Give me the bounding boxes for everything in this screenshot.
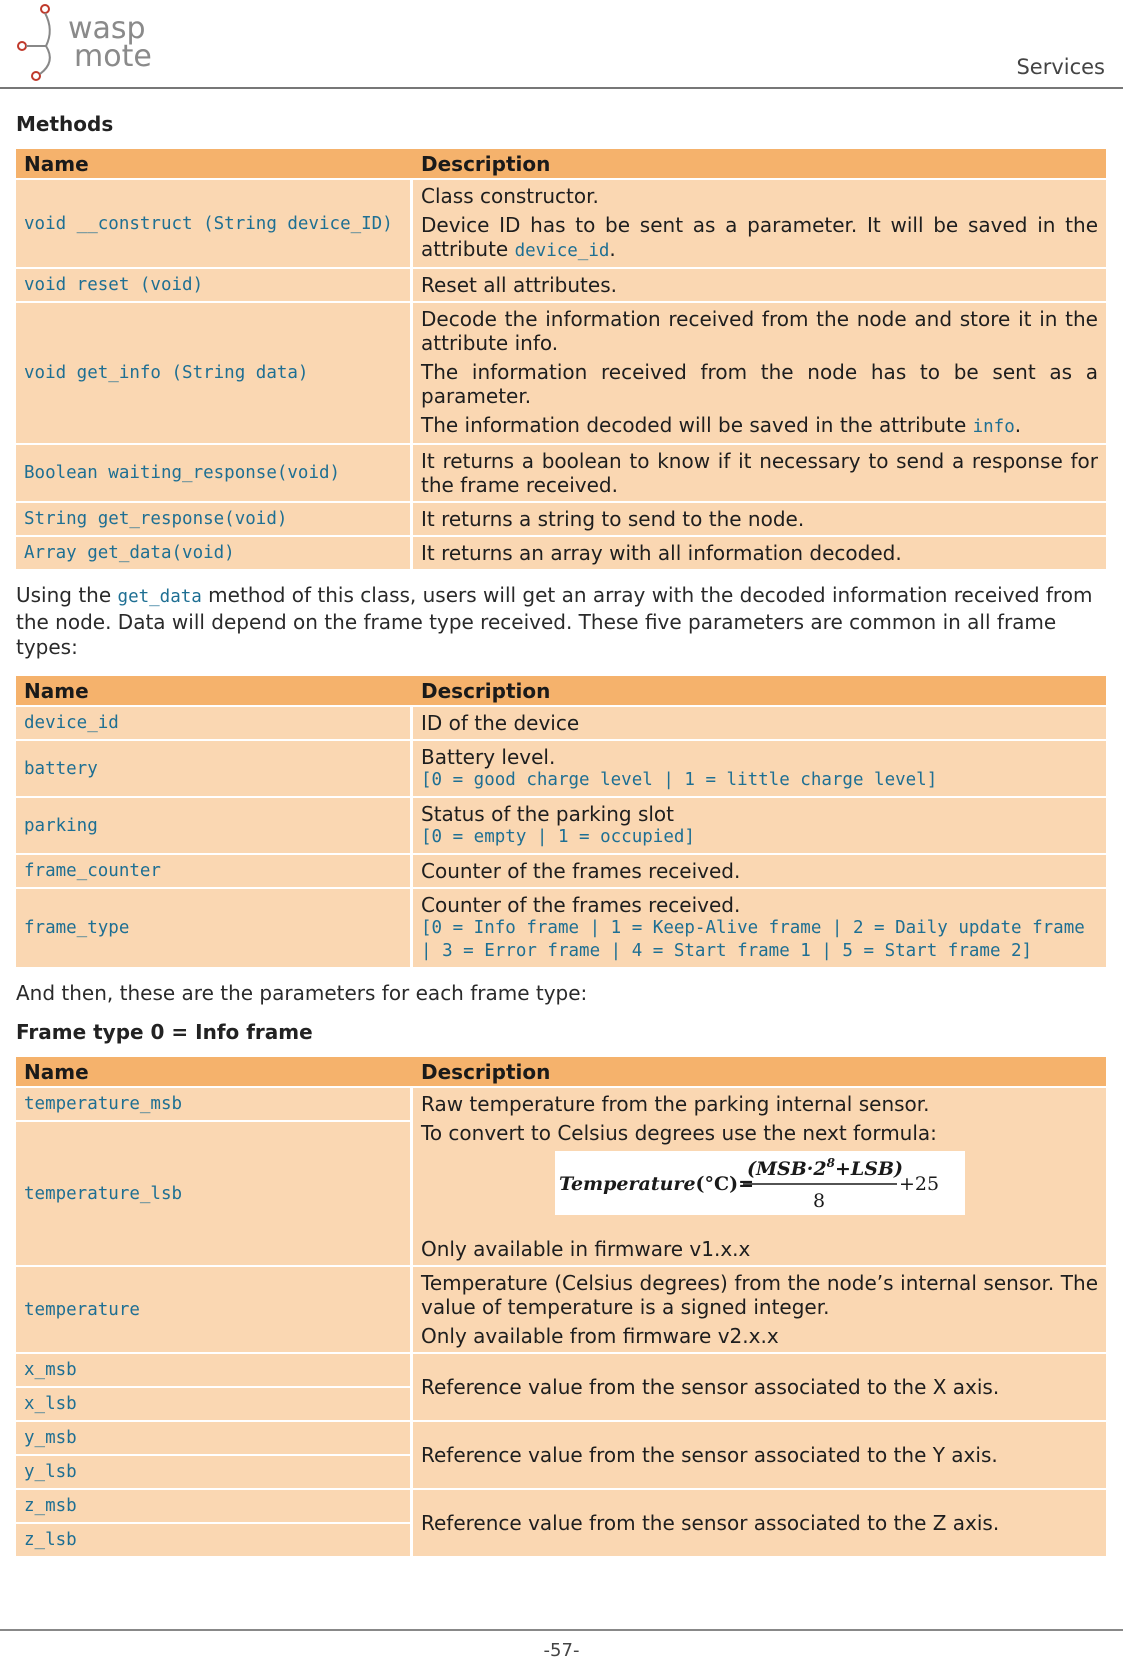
table-row [16, 1267, 1106, 1352]
param-description: Battery level. [0 = good charge level | 1 = little charge level] [413, 741, 1106, 796]
param-name: x_lsb [16, 1388, 413, 1420]
table-header-row [16, 149, 1106, 178]
footer-divider [0, 1629, 1123, 1631]
table-row [16, 537, 1106, 569]
col-name-header: Name [16, 149, 413, 178]
methods-heading: Methods [16, 112, 114, 136]
param-name: y_msb [16, 1422, 413, 1454]
param-description: Reference value from the sensor associated to the X axis. [413, 1354, 1106, 1420]
table-row [16, 1490, 1106, 1522]
param-description: Reference value from the sensor associated to the Y axis. [413, 1422, 1106, 1488]
desc-line: Class constructor. [421, 184, 599, 208]
svg-text:(MSB·28+LSB): $(MSB\cdot 2^8+LSB)$ [746, 1156, 903, 1180]
header-divider [0, 87, 1123, 89]
desc-line: Device ID has to be sent as a parameter. It will be saved in the attribute device_id. [421, 213, 1098, 261]
table-row [16, 889, 1106, 967]
param-name: frame_counter [16, 855, 413, 887]
col-description-header: Description [413, 149, 1106, 178]
method-name: void reset (void) [16, 269, 413, 301]
desc-line: The information decoded will be saved in the attribute info. [421, 413, 1022, 437]
common-params-table [16, 674, 1106, 969]
method-name: Array get_data(void) [16, 537, 413, 569]
col-description-header: Description [413, 676, 1106, 705]
table-header-row [16, 1057, 1106, 1086]
frame-type-0-heading: Frame type 0 = Info frame [16, 1020, 313, 1044]
page-header [0, 0, 1123, 90]
param-description: ID of the device [413, 707, 1106, 739]
method-description: It returns an array with all information decoded. [413, 537, 1106, 569]
param-description: Status of the parking slot [0 = empty | 1 = occupied] [413, 798, 1106, 853]
frame-type-0-table [16, 1055, 1106, 1558]
col-name-header: Name [16, 1057, 413, 1086]
svg-text:+25: +25 [898, 1173, 939, 1195]
col-name-header: Name [16, 676, 413, 705]
param-description [413, 1088, 1106, 1265]
method-description [413, 180, 1106, 267]
method-description [413, 303, 1106, 443]
desc-line: Only available from firmware v2.x.x [421, 1324, 779, 1348]
desc-line: Only available in firmware v1.x.x [421, 1237, 751, 1261]
desc-line: Decode the information received from the node and store it in the attribute info. [421, 307, 1098, 355]
temperature-formula [555, 1151, 965, 1215]
desc-line: To convert to Celsius degrees use the next formula: [421, 1121, 937, 1145]
waspmote-logo [14, 0, 189, 86]
then-paragraph: And then, these are the parameters for each frame type: [16, 981, 588, 1005]
col-description-header: Description [413, 1057, 1106, 1086]
table-row [16, 180, 1106, 267]
desc-line: Temperature (Celsius degrees) from the node’s internal sensor. The value of temperature is a signed integer. [421, 1271, 1098, 1319]
method-name: void __construct (String device_ID) [16, 180, 413, 267]
table-header-row [16, 676, 1106, 705]
param-name: temperature_lsb [16, 1122, 413, 1265]
param-name: battery [16, 741, 413, 796]
methods-table [16, 147, 1106, 571]
param-description: Reference value from the sensor associated to the Z axis. [413, 1490, 1106, 1556]
param-name: temperature [16, 1267, 413, 1352]
param-description: Counter of the frames received. [413, 855, 1106, 887]
method-name: String get_response(void) [16, 503, 413, 535]
table-row [16, 1088, 1106, 1120]
param-description: Counter of the frames received. [0 = Info frame | 1 = Keep-Alive frame | 2 = Daily update frame | 3 = Error frame | 4 = Start frame 1 | 5 = Start frame 2] [413, 889, 1106, 967]
table-row [16, 503, 1106, 535]
param-name: device_id [16, 707, 413, 739]
page-content [16, 112, 1106, 1570]
table-row [16, 798, 1106, 853]
method-name: void get_info (String data) [16, 303, 413, 443]
page-number: -57- [543, 1640, 580, 1661]
table-row [16, 707, 1106, 739]
param-name: z_msb [16, 1490, 413, 1522]
svg-text:Temperature(°C)=: Temperature(°C)= [558, 1173, 754, 1195]
table-row [16, 1354, 1106, 1386]
param-name: z_lsb [16, 1524, 413, 1556]
table-row [16, 741, 1106, 796]
param-description [413, 1267, 1106, 1352]
svg-text:wasp: wasp [68, 11, 146, 46]
method-description: It returns a string to send to the node. [413, 503, 1106, 535]
table-row [16, 1422, 1106, 1454]
desc-line: Raw temperature from the parking internal sensor. [421, 1092, 930, 1116]
svg-text:8: 8 [812, 1190, 825, 1212]
method-name: Boolean waiting_response(void) [16, 445, 413, 501]
param-name: y_lsb [16, 1456, 413, 1488]
intro-paragraph: Using the get_data method of this class, users will get an array with the decoded information received from the node. Data will depend on the frame type received. These five parameters are common in all frame types: [16, 583, 1093, 659]
svg-text:mote: mote [74, 39, 152, 74]
table-row [16, 269, 1106, 301]
param-name: temperature_msb [16, 1088, 413, 1120]
method-description: It returns a boolean to know if it necessary to send a response for the frame received. [413, 445, 1106, 501]
param-name: frame_type [16, 889, 413, 967]
section-title: Services [1016, 55, 1105, 79]
method-description: Reset all attributes. [413, 269, 1106, 301]
desc-line: The information received from the node has to be sent as a parameter. [421, 360, 1098, 408]
table-row [16, 303, 1106, 443]
table-row [16, 855, 1106, 887]
param-name: parking [16, 798, 413, 853]
param-name: x_msb [16, 1354, 413, 1386]
table-row [16, 445, 1106, 501]
